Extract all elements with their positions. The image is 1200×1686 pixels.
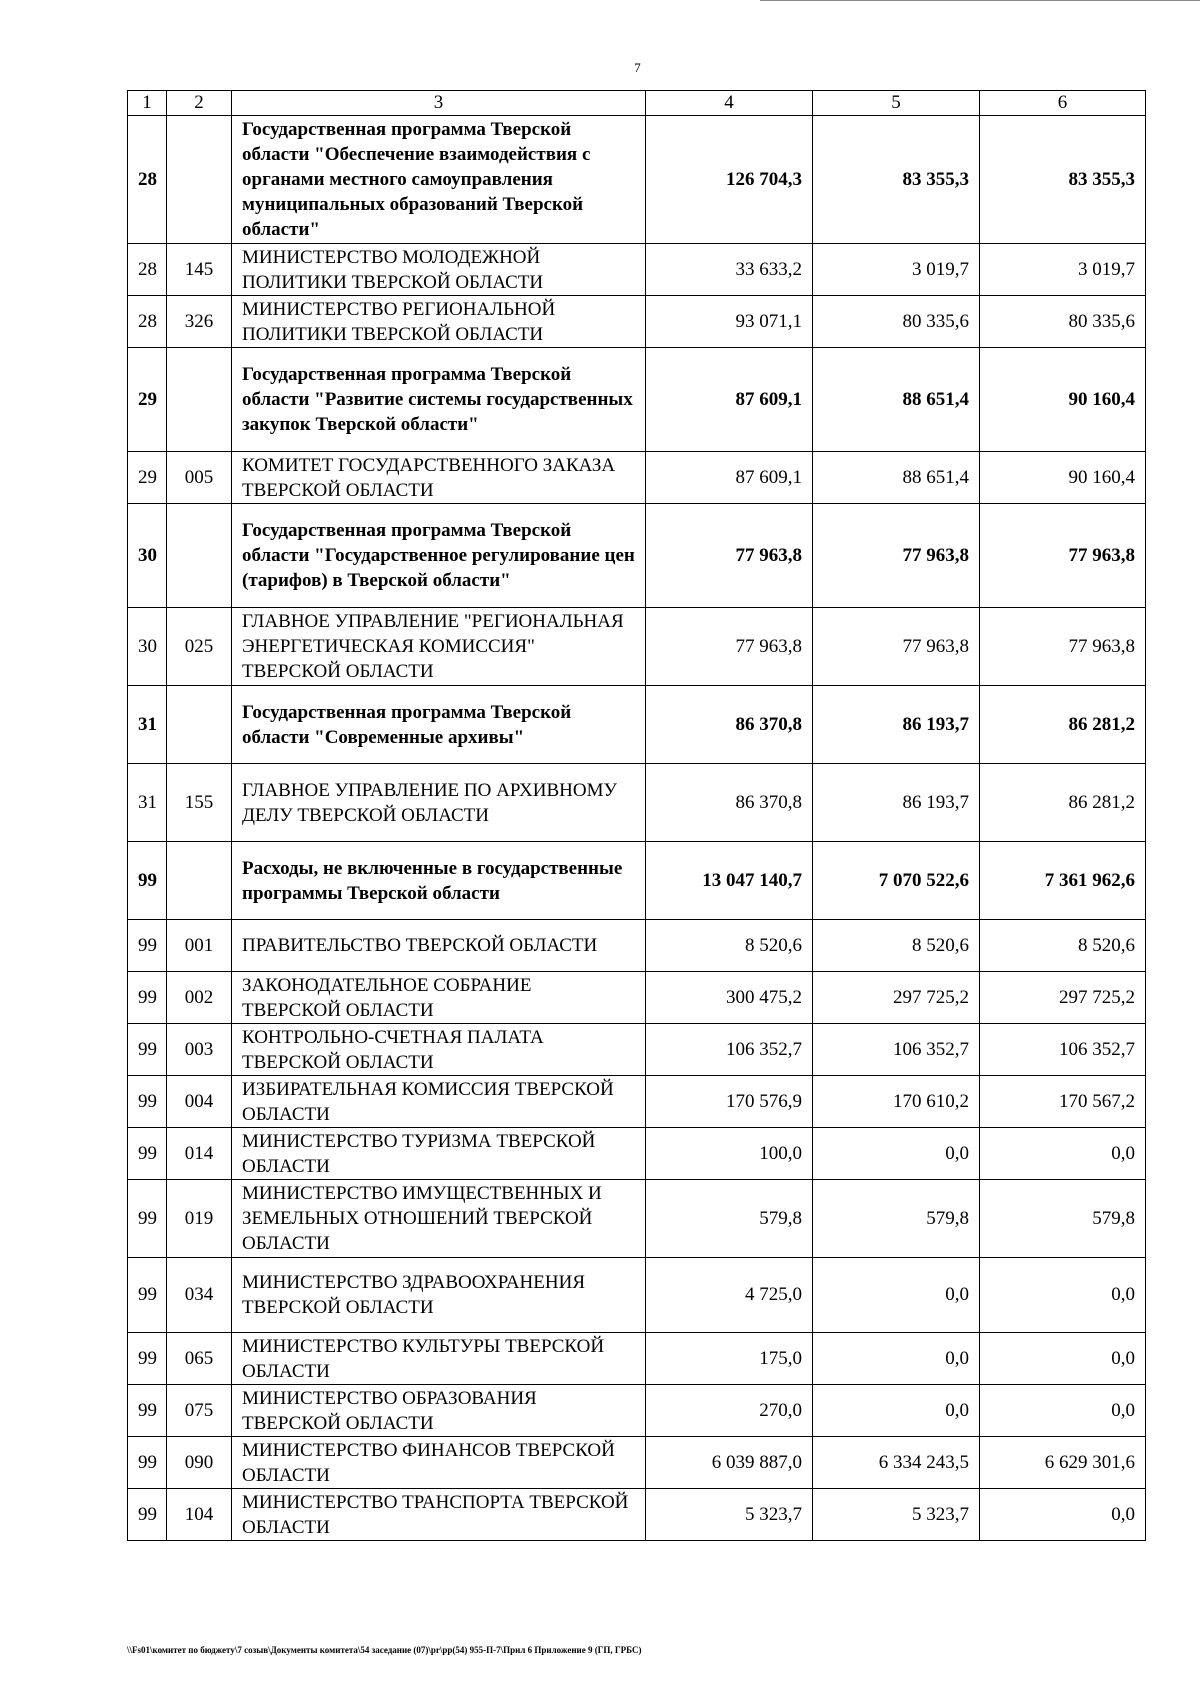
grbs-code: 034: [167, 1258, 232, 1333]
value-col6: 0,0: [980, 1333, 1146, 1385]
value-col4: 170 576,9: [646, 1076, 813, 1128]
row-name: МИНИСТЕРСТВО КУЛЬТУРЫ ТВЕРСКОЙ ОБЛАСТИ: [232, 1333, 646, 1385]
grbs-code: 155: [167, 764, 232, 842]
row-name: МИНИСТЕРСТВО ТУРИЗМА ТВЕРСКОЙ ОБЛАСТИ: [232, 1128, 646, 1180]
row-name: Государственная программа Тверской области "Развитие системы государственных закупок Тверской области": [232, 348, 646, 452]
value-col5: 0,0: [813, 1333, 980, 1385]
table-row: [128, 972, 1146, 1024]
grbs-code: 145: [167, 244, 232, 296]
table-row: [128, 244, 1146, 296]
row-name: КОНТРОЛЬНО-СЧЕТНАЯ ПАЛАТА ТВЕРСКОЙ ОБЛАСТИ: [232, 1024, 646, 1076]
grbs-code: 014: [167, 1128, 232, 1180]
value-col5: 0,0: [813, 1385, 980, 1437]
table-row-program: [128, 842, 1146, 920]
row-name: Государственная программа Тверской области "Современные архивы": [232, 686, 646, 764]
value-col4: 77 963,8: [646, 504, 813, 608]
table-row: [128, 1437, 1146, 1489]
table-header-row: [128, 91, 1146, 116]
program-code: 99: [128, 1489, 167, 1541]
value-col5: 0,0: [813, 1128, 980, 1180]
row-name: МИНИСТЕРСТВО ФИНАНСОВ ТВЕРСКОЙ ОБЛАСТИ: [232, 1437, 646, 1489]
column-header: 1: [128, 91, 167, 116]
grbs-code: [167, 842, 232, 920]
program-code: 99: [128, 1385, 167, 1437]
row-name: ИЗБИРАТЕЛЬНАЯ КОМИССИЯ ТВЕРСКОЙ ОБЛАСТИ: [232, 1076, 646, 1128]
program-code: 99: [128, 1258, 167, 1333]
value-col5: 88 651,4: [813, 452, 980, 504]
column-header: 2: [167, 91, 232, 116]
table-row-program: [128, 116, 1146, 244]
table-row: [128, 1076, 1146, 1128]
value-col4: 175,0: [646, 1333, 813, 1385]
value-col4: 579,8: [646, 1180, 813, 1258]
value-col6: 90 160,4: [980, 452, 1146, 504]
table-row-program: [128, 504, 1146, 608]
grbs-code: 104: [167, 1489, 232, 1541]
value-col5: 86 193,7: [813, 764, 980, 842]
program-code: 28: [128, 244, 167, 296]
grbs-code: 004: [167, 1076, 232, 1128]
value-col5: 77 963,8: [813, 608, 980, 686]
value-col5: 7 070 522,6: [813, 842, 980, 920]
value-col4: 4 725,0: [646, 1258, 813, 1333]
value-col4: 87 609,1: [646, 452, 813, 504]
program-code: 99: [128, 842, 167, 920]
footer-file-path: \\Fs01\комитет по бюджету\7 созыв\Документы комитета\54 заседание (07)\pr\pp(54) 955-П-7\Прил 6 Приложение 9 (ГП, ГРБС): [127, 1645, 642, 1655]
row-name: МИНИСТЕРСТВО ИМУЩЕСТВЕННЫХ И ЗЕМЕЛЬНЫХ ОТНОШЕНИЙ ТВЕРСКОЙ ОБЛАСТИ: [232, 1180, 646, 1258]
table-row: [128, 1333, 1146, 1385]
table-row: [128, 1180, 1146, 1258]
row-name: МИНИСТЕРСТВО ОБРАЗОВАНИЯ ТВЕРСКОЙ ОБЛАСТИ: [232, 1385, 646, 1437]
program-code: 30: [128, 504, 167, 608]
value-col6: 6 629 301,6: [980, 1437, 1146, 1489]
value-col5: 0,0: [813, 1258, 980, 1333]
value-col4: 6 039 887,0: [646, 1437, 813, 1489]
program-code: 28: [128, 296, 167, 348]
value-col4: 270,0: [646, 1385, 813, 1437]
row-name: КОМИТЕТ ГОСУДАРСТВЕННОГО ЗАКАЗА ТВЕРСКОЙ ОБЛАСТИ: [232, 452, 646, 504]
row-name: МИНИСТЕРСТВО МОЛОДЕЖНОЙ ПОЛИТИКИ ТВЕРСКОЙ ОБЛАСТИ: [232, 244, 646, 296]
grbs-code: [167, 116, 232, 244]
row-name: ПРАВИТЕЛЬСТВО ТВЕРСКОЙ ОБЛАСТИ: [232, 920, 646, 972]
table-row: [128, 452, 1146, 504]
value-col6: 86 281,2: [980, 764, 1146, 842]
value-col4: 33 633,2: [646, 244, 813, 296]
row-name: ГЛАВНОЕ УПРАВЛЕНИЕ "РЕГИОНАЛЬНАЯ ЭНЕРГЕТИЧЕСКАЯ КОМИССИЯ" ТВЕРСКОЙ ОБЛАСТИ: [232, 608, 646, 686]
grbs-code: 005: [167, 452, 232, 504]
value-col5: 5 323,7: [813, 1489, 980, 1541]
value-col4: 87 609,1: [646, 348, 813, 452]
grbs-code: [167, 504, 232, 608]
value-col5: 297 725,2: [813, 972, 980, 1024]
program-code: 99: [128, 920, 167, 972]
program-code: 29: [128, 348, 167, 452]
grbs-code: 025: [167, 608, 232, 686]
budget-table: [127, 90, 1146, 1541]
value-col5: 88 651,4: [813, 348, 980, 452]
row-name: ЗАКОНОДАТЕЛЬНОЕ СОБРАНИЕ ТВЕРСКОЙ ОБЛАСТИ: [232, 972, 646, 1024]
value-col6: 106 352,7: [980, 1024, 1146, 1076]
value-col4: 8 520,6: [646, 920, 813, 972]
row-name: МИНИСТЕРСТВО РЕГИОНАЛЬНОЙ ПОЛИТИКИ ТВЕРСКОЙ ОБЛАСТИ: [232, 296, 646, 348]
grbs-code: 075: [167, 1385, 232, 1437]
program-code: 99: [128, 1024, 167, 1076]
row-name: Государственная программа Тверской области "Государственное регулирование цен (тарифов) в Тверской области": [232, 504, 646, 608]
value-col6: 8 520,6: [980, 920, 1146, 972]
value-col6: 3 019,7: [980, 244, 1146, 296]
value-col5: 86 193,7: [813, 686, 980, 764]
value-col5: 3 019,7: [813, 244, 980, 296]
value-col5: 8 520,6: [813, 920, 980, 972]
grbs-code: 002: [167, 972, 232, 1024]
value-col6: 0,0: [980, 1489, 1146, 1541]
grbs-code: [167, 686, 232, 764]
program-code: 99: [128, 1180, 167, 1258]
table-row: [128, 1489, 1146, 1541]
program-code: 99: [128, 1437, 167, 1489]
table-row: [128, 764, 1146, 842]
value-col6: 0,0: [980, 1258, 1146, 1333]
program-code: 31: [128, 686, 167, 764]
scan-artifact-line: [760, 0, 1200, 1]
value-col6: 83 355,3: [980, 116, 1146, 244]
value-col4: 86 370,8: [646, 764, 813, 842]
value-col6: 86 281,2: [980, 686, 1146, 764]
value-col6: 77 963,8: [980, 608, 1146, 686]
value-col5: 170 610,2: [813, 1076, 980, 1128]
program-code: 99: [128, 1076, 167, 1128]
program-code: 30: [128, 608, 167, 686]
column-header: 6: [980, 91, 1146, 116]
program-code: 31: [128, 764, 167, 842]
value-col4: 100,0: [646, 1128, 813, 1180]
value-col5: 6 334 243,5: [813, 1437, 980, 1489]
row-name: Расходы, не включенные в государственные программы Тверской области: [232, 842, 646, 920]
grbs-code: 090: [167, 1437, 232, 1489]
grbs-code: [167, 348, 232, 452]
value-col4: 106 352,7: [646, 1024, 813, 1076]
program-code: 99: [128, 1128, 167, 1180]
grbs-code: 019: [167, 1180, 232, 1258]
program-code: 29: [128, 452, 167, 504]
value-col6: 7 361 962,6: [980, 842, 1146, 920]
table-row: [128, 920, 1146, 972]
program-code: 99: [128, 972, 167, 1024]
row-name: Государственная программа Тверской области "Обеспечение взаимодействия с органами местного самоуправления муниципальных образований Тверской области": [232, 116, 646, 244]
value-col5: 80 335,6: [813, 296, 980, 348]
value-col6: 0,0: [980, 1385, 1146, 1437]
column-header: 4: [646, 91, 813, 116]
value-col6: 297 725,2: [980, 972, 1146, 1024]
grbs-code: 326: [167, 296, 232, 348]
value-col5: 77 963,8: [813, 504, 980, 608]
row-name: МИНИСТЕРСТВО ЗДРАВООХРАНЕНИЯ ТВЕРСКОЙ ОБЛАСТИ: [232, 1258, 646, 1333]
value-col4: 77 963,8: [646, 608, 813, 686]
value-col4: 86 370,8: [646, 686, 813, 764]
grbs-code: 065: [167, 1333, 232, 1385]
table-row: [128, 296, 1146, 348]
grbs-code: 001: [167, 920, 232, 972]
value-col4: 300 475,2: [646, 972, 813, 1024]
table-row: [128, 1024, 1146, 1076]
program-code: 28: [128, 116, 167, 244]
row-name: МИНИСТЕРСТВО ТРАНСПОРТА ТВЕРСКОЙ ОБЛАСТИ: [232, 1489, 646, 1541]
table-row: [128, 1128, 1146, 1180]
value-col5: 83 355,3: [813, 116, 980, 244]
page-number: 7: [634, 60, 641, 75]
table-row: [128, 608, 1146, 686]
value-col4: 13 047 140,7: [646, 842, 813, 920]
column-header: 3: [232, 91, 646, 116]
value-col6: 579,8: [980, 1180, 1146, 1258]
table-row-program: [128, 348, 1146, 452]
table-row-program: [128, 686, 1146, 764]
table-row: [128, 1385, 1146, 1437]
value-col6: 80 335,6: [980, 296, 1146, 348]
program-code: 99: [128, 1333, 167, 1385]
value-col4: 5 323,7: [646, 1489, 813, 1541]
value-col6: 0,0: [980, 1128, 1146, 1180]
value-col6: 77 963,8: [980, 504, 1146, 608]
table-row: [128, 1258, 1146, 1333]
value-col4: 126 704,3: [646, 116, 813, 244]
row-name: ГЛАВНОЕ УПРАВЛЕНИЕ ПО АРХИВНОМУ ДЕЛУ ТВЕРСКОЙ ОБЛАСТИ: [232, 764, 646, 842]
value-col6: 170 567,2: [980, 1076, 1146, 1128]
grbs-code: 003: [167, 1024, 232, 1076]
value-col5: 106 352,7: [813, 1024, 980, 1076]
column-header: 5: [813, 91, 980, 116]
value-col6: 90 160,4: [980, 348, 1146, 452]
value-col4: 93 071,1: [646, 296, 813, 348]
value-col5: 579,8: [813, 1180, 980, 1258]
